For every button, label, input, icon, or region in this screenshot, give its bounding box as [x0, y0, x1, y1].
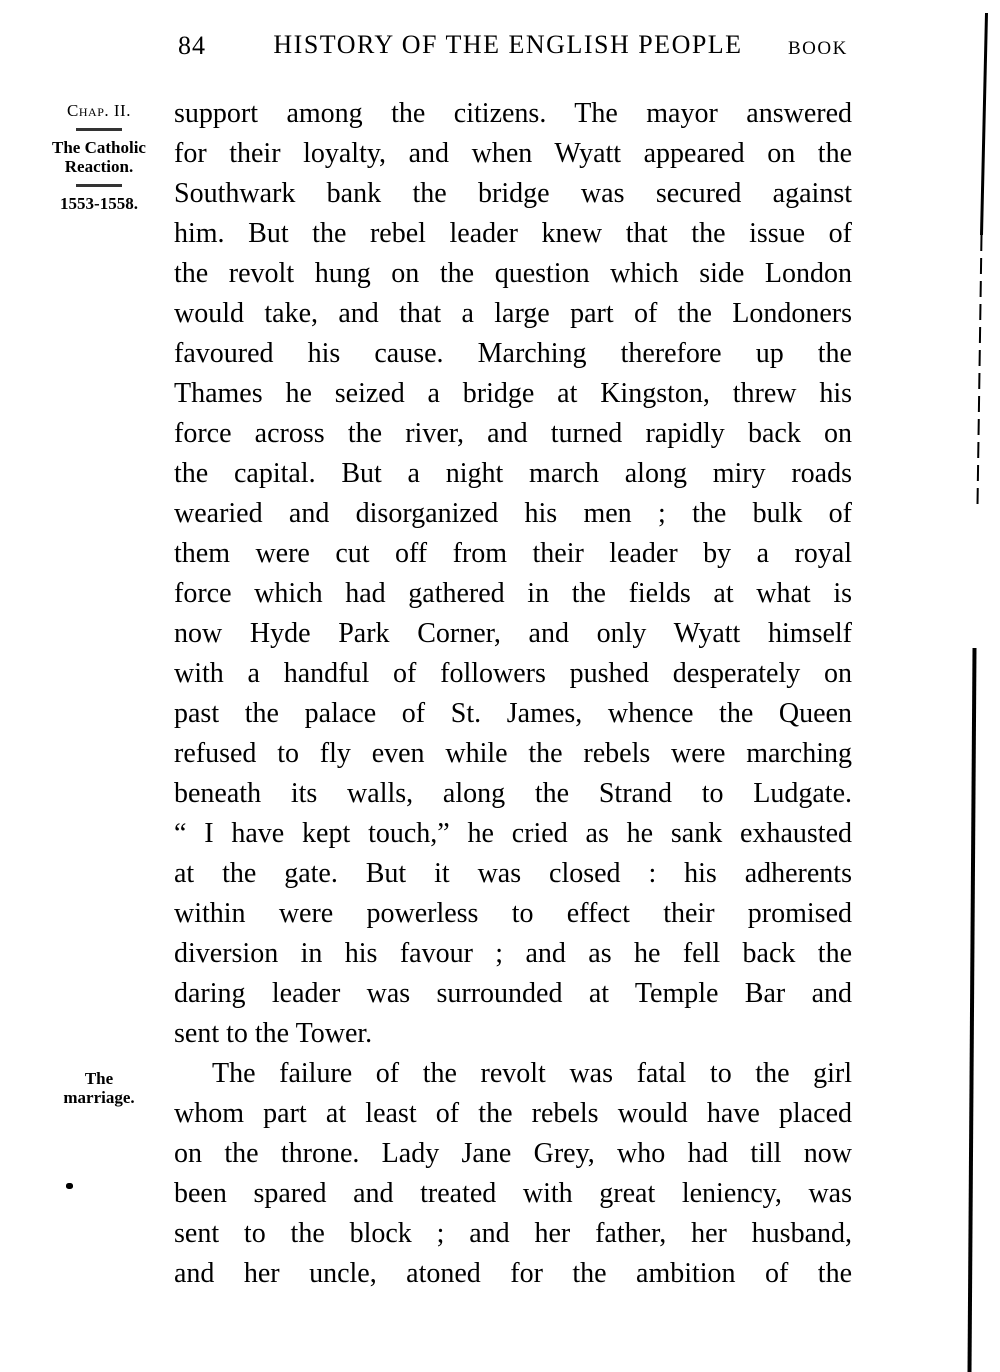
text-line: beneath its walls, along the Strand to Ludgate. — [174, 778, 852, 809]
text-line: refused to fly even while the rebels were marching — [174, 738, 852, 769]
margin-rule — [76, 184, 122, 187]
ink-speck — [66, 1183, 73, 1189]
text-line: whom part at least of the rebels would have placed — [174, 1098, 852, 1129]
margin-note-section: The Catholic Reaction. — [52, 138, 146, 176]
text-line: now Hyde Park Corner, and only Wyatt himself — [174, 618, 852, 649]
margin-note-dates: 1553-1558. — [60, 194, 138, 213]
text-line: Southwark bank the bridge was secured against — [174, 178, 852, 209]
running-head — [0, 0, 1000, 70]
text-line: The failure of the revolt was fatal to the girl — [212, 1058, 852, 1089]
margin-note-marriage: The marriage. — [63, 1069, 135, 1107]
margin-note-marriage-block — [35, 1069, 163, 1107]
text-line: been spared and treated with great leniency, was — [174, 1178, 852, 1209]
text-line: them were cut off from their leader by a royal — [174, 538, 852, 569]
text-line: and her uncle, atoned for the ambition of the — [174, 1258, 852, 1289]
text-line: force across the river, and turned rapidly back on — [174, 418, 852, 449]
body-text — [174, 94, 852, 1294]
text-line: force which had gathered in the fields at what is — [174, 578, 852, 609]
text-line: him. But the rebel leader knew that the issue of — [174, 218, 852, 249]
text-line: wearied and disorganized his men ; the bulk of — [174, 498, 852, 529]
running-title: HISTORY OF THE ENGLISH PEOPLE — [273, 30, 743, 59]
book-label: BOOK — [788, 38, 848, 59]
text-line: daring leader was surrounded at Temple Bar and — [174, 978, 852, 1009]
margin-rule — [76, 128, 122, 131]
text-line: with a handful of followers pushed desperately on — [174, 658, 852, 689]
text-line: favoured his cause. Marching therefore up the — [174, 338, 852, 369]
text-line: on the throne. Lady Jane Grey, who had till now — [174, 1138, 852, 1169]
margin-notes — [35, 101, 163, 213]
text-line: the revolt hung on the question which side London — [174, 258, 852, 289]
text-line: diversion in his favour ; and as he fell back the — [174, 938, 852, 969]
text-line: Thames he seized a bridge at Kingston, threw his — [174, 378, 852, 409]
text-line: would take, and that a large part of the Londoners — [174, 298, 852, 329]
text-line: support among the citizens. The mayor answered — [174, 98, 852, 129]
text-line: past the palace of St. James, whence the Queen — [174, 698, 852, 729]
text-line: for their loyalty, and when Wyatt appeared on the — [174, 138, 852, 169]
text-line: sent to the Tower. — [174, 1018, 373, 1049]
margin-note-chapter: Chap. II. — [67, 101, 131, 120]
page-number: 84 — [178, 31, 206, 60]
text-line: sent to the block ; and her father, her husband, — [174, 1218, 852, 1249]
text-line: the capital. But a night march along miry roads — [174, 458, 852, 489]
text-line: “ I have kept touch,” he cried as he sank exhausted — [174, 818, 852, 849]
text-line: at the gate. But it was closed : his adherents — [174, 858, 852, 889]
text-line: within were powerless to effect their promised — [174, 898, 852, 929]
